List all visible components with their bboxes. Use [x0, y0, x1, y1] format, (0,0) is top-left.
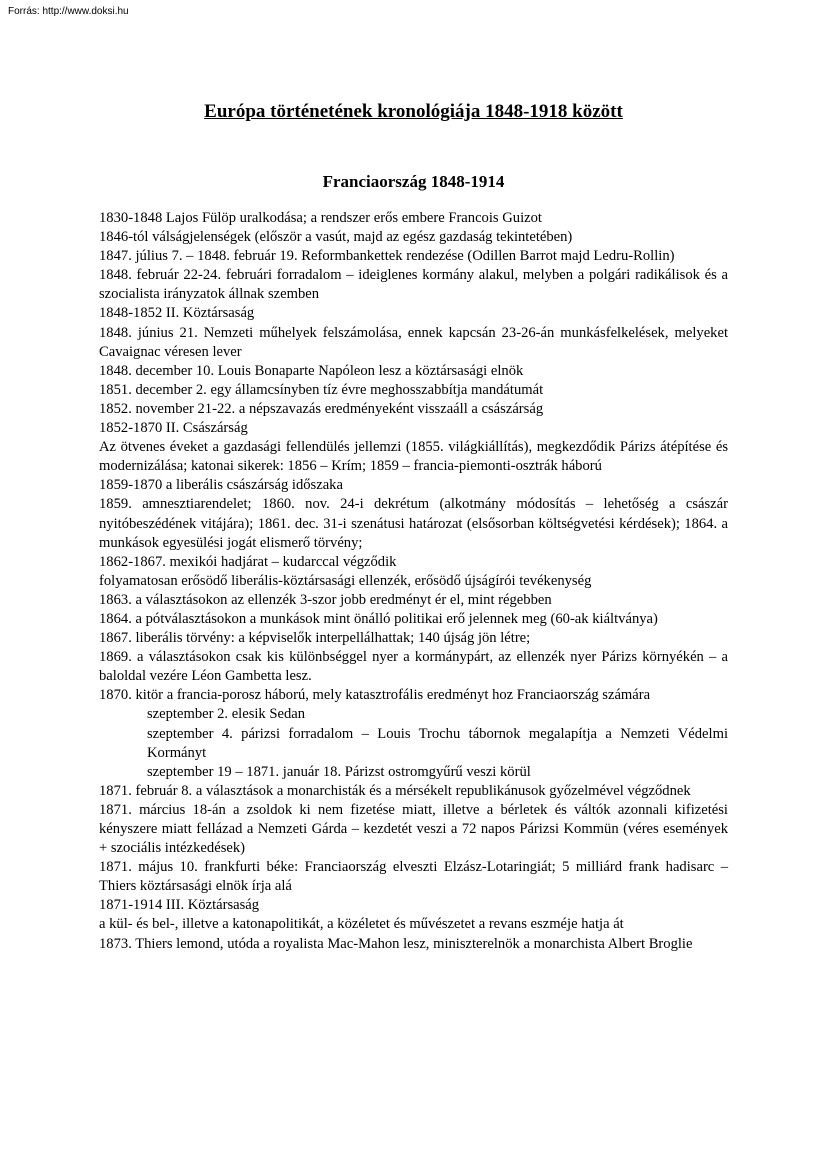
chronology-entry: 1847. július 7. – 1848. február 19. Reformbankettek rendezése (Odillen Barrot majd Ledru-Rollin)	[99, 248, 675, 265]
section-title: Franciaország 1848-1914	[322, 172, 505, 191]
chronology-entry: szeptember 2. elesik Sedan	[147, 706, 306, 723]
chronology-entry: 1852-1870 II. Császárság	[99, 420, 248, 437]
chronology-entry: 1862-1867. mexikói hadjárat – kudarccal végződik	[99, 553, 397, 570]
chronology-entry: 1859. amnesztiarendelet; 1860. nov. 24-i dekrétum (alkotmány módosítás – lehetőség a császár nyitóbeszédének vitájára); 1861. dec. 31-i szenátusi határozat (elsősorban költségvetési kérdések); 1864. a munkások egyesülési jogát elismerő törvény;	[99, 496, 728, 551]
chronology-entry: 1848. június 21. Nemzeti műhelyek felszámolása, ennek kapcsán 23-26-án munkásfelkelések, melyeket Cavaignac véresen lever	[99, 324, 728, 360]
chronology-entry: 1852. november 21-22. a népszavazás eredményeként visszaáll a császárság	[99, 400, 544, 417]
chronology-entry: 1864. a pótválasztásokon a munkások mint önálló politikai erő jelennek meg (60-ak kiáltványa)	[99, 610, 658, 627]
chronology-entry: a kül- és bel-, illetve a katonapolitikát, a közéletet és művészetet a revans eszméje hatja át	[99, 916, 624, 933]
chronology-entry: 1873. Thiers lemond, utóda a royalista Mac-Mahon lesz, miniszterelnök a monarchista Albert Broglie	[99, 935, 693, 952]
chronology-entry: szeptember 4. párizsi forradalom – Louis Trochu tábornok megalapítja a Nemzeti Védelmi Kormányt	[147, 725, 728, 761]
source-url: Forrás: http://www.doksi.hu	[8, 6, 129, 17]
chronology-entry: 1871. március 18-án a zsoldok ki nem fizetése miatt, illetve a bérletek és váltók azonnali kifizetési kényszere miatt fellázad a Nemzeti Gárda – kezdetét veszi a 72 napos Párizsi Kommün (véres események + szociális intézkedések)	[99, 801, 728, 857]
chronology-entry: 1869. a választásokon csak kis különbséggel nyer a kormánypárt, az ellenzék nyer Párizs környékén – a baloldal vezére Léon Gambetta lesz.	[99, 649, 728, 685]
chronology-entry: 1871. május 10. frankfurti béke: Franciaország elveszti Elzász-Lotaringiát; 5 milliárd frank hadisarc – Thiers köztársasági elnök írja alá	[99, 859, 728, 895]
chronology-entry: 1846-tól válságjelenségek (először a vasút, majd az egész gazdaság tekintetében)	[99, 229, 573, 246]
chronology-entry: 1848. február 22-24. februári forradalom – ideiglenes kormány alakul, melyben a polgári radikálisok és a szocialista irányzatok állnak szemben	[99, 267, 728, 303]
chronology-entry: 1871. február 8. a választások a monarchisták és a mérsékelt republikánusok győzelmével végződnek	[99, 782, 691, 799]
chronology-entry: 1830-1848 Lajos Fülöp uralkodása; a rendszer erős embere Francois Guizot	[99, 210, 542, 226]
chronology-entry: 1851. december 2. egy államcsínyben tíz évre meghosszabbítja mandátumát	[99, 381, 544, 398]
chronology-entry: folyamatosan erősödő liberális-köztársasági ellenzék, erősödő újságírói tevékenység	[99, 572, 592, 589]
page-title: Európa történetének kronológiája 1848-1918 között	[204, 101, 623, 122]
chronology-entry: szeptember 19 – 1871. január 18. Párizst ostromgyűrű veszi körül	[147, 763, 531, 780]
chronology-entry: Az ötvenes éveket a gazdasági fellendülés jellemzi (1855. világkiállítás), megkezdődik Párizs átépítése és modernizálása; katonai sikerek: 1856 – Krím; 1859 – francia-piemonti-osztrák háború	[99, 439, 728, 475]
chronology-entry: 1859-1870 a liberális császárság időszaka	[99, 477, 343, 494]
chronology-entry: 1863. a választásokon az ellenzék 3-szor jobb eredményt ér el, mint régebben	[99, 591, 552, 608]
chronology-entry: 1848. december 10. Louis Bonaparte Napóleon lesz a köztársasági elnök	[99, 362, 524, 379]
chronology-entry: 1867. liberális törvény: a képviselők interpellálhattak; 140 újság jön létre;	[99, 630, 531, 647]
document-body	[99, 209, 728, 954]
chronology-entry: 1870. kitör a francia-porosz háború, mely katasztrofális eredményt hoz Franciaország számára	[99, 687, 651, 704]
chronology-entry: 1871-1914 III. Köztársaság	[99, 897, 260, 914]
chronology-entry: 1848-1852 II. Köztársaság	[99, 305, 255, 322]
